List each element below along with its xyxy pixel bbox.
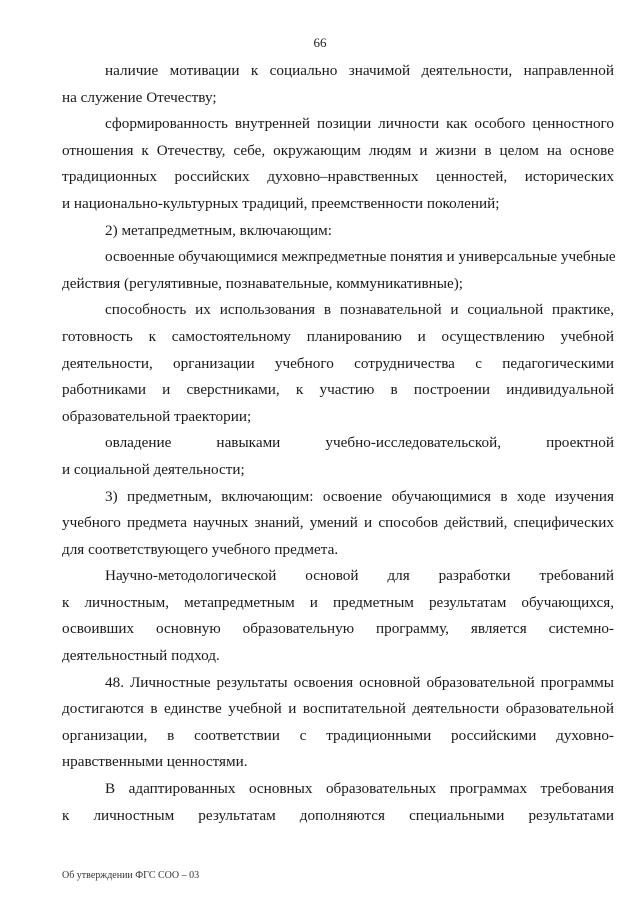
text-line: освоенные обучающимися межпредметные понятия и универсальные учебные bbox=[105, 248, 616, 266]
text-line: готовность к самостоятельному планированию и осуществлению учебной bbox=[62, 327, 614, 345]
text-line: работниками и сверстниками, к участию в построении индивидуальной bbox=[62, 381, 614, 399]
page-footer: Об утверждении ФГС СОО – 03 bbox=[62, 870, 200, 881]
text-line: овладение навыками учебно-исследовательской, проектной bbox=[105, 434, 614, 452]
text-line: освоивших основную образовательную программу, является системно- bbox=[62, 620, 614, 638]
text-line: действия (регулятивные, познавательные, коммуникативные); bbox=[62, 274, 463, 292]
text-line: В адаптированных основных образовательных программах требования bbox=[105, 780, 614, 798]
text-line: сформированность внутренней позиции личности как особого ценностного bbox=[105, 115, 614, 133]
body-text bbox=[62, 58, 614, 829]
text-line: нравственными ценностями. bbox=[62, 753, 248, 771]
text-line: 2) метапредметным, включающим: bbox=[105, 221, 332, 239]
text-line: достигаются в единстве учебной и воспитательной деятельности образовательной bbox=[62, 700, 614, 718]
text-line: к личностным, метапредметным и предметным результатам обучающихся, bbox=[62, 593, 614, 611]
text-line: деятельностный подход. bbox=[62, 647, 220, 665]
text-line: Научно-методологической основой для разработки требований bbox=[105, 567, 614, 585]
text-line: отношения к Отечеству, себе, окружающим людям и жизни в целом на основе bbox=[62, 141, 614, 159]
text-line: на служение Отечеству; bbox=[62, 88, 217, 106]
page-number: 66 bbox=[313, 35, 327, 50]
text-line: учебного предмета научных знаний, умений и способов действий, специфических bbox=[62, 514, 614, 532]
text-line: организации, в соответствии с традиционными российскими духовно- bbox=[62, 726, 614, 744]
text-line: образовательной траектории; bbox=[62, 407, 252, 425]
text-line: и социальной деятельности; bbox=[62, 460, 245, 478]
text-line: способность их использования в познавательной и социальной практике, bbox=[105, 301, 614, 319]
text-line: деятельности, организации учебного сотрудничества с педагогическими bbox=[62, 354, 614, 372]
text-line: к личностным результатам дополняются специальными результатами bbox=[62, 806, 614, 824]
text-line: 48. Личностные результаты освоения основной образовательной программы bbox=[105, 673, 614, 691]
text-line: 3) предметным, включающим: освоение обучающимися в ходе изучения bbox=[105, 487, 614, 505]
text-line: наличие мотивации к социально значимой деятельности, направленной bbox=[105, 62, 614, 79]
text-line: для соответствующего учебного предмета. bbox=[62, 540, 339, 558]
text-line: традиционных российских духовно–нравственных ценностей, исторических bbox=[62, 168, 614, 186]
text-line: и национально-культурных традиций, преемственности поколений; bbox=[62, 194, 500, 212]
